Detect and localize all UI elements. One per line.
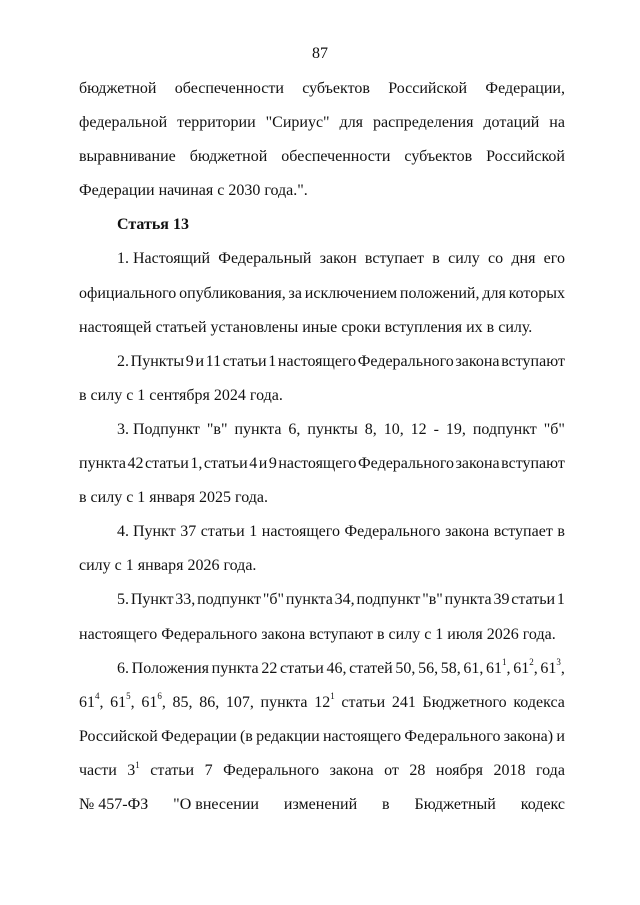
- word: бюджетной: [189, 148, 268, 166]
- word: пункта: [211, 659, 259, 677]
- word: 46,: [326, 659, 347, 677]
- word: 5.: [117, 591, 129, 609]
- text-line: Федерации начиная с 2030 года.".: [79, 182, 308, 200]
- word: Бюджетного: [422, 693, 507, 711]
- word: закон: [319, 250, 357, 268]
- word: дотаций: [483, 114, 540, 132]
- word: $61^2$,: [513, 657, 538, 677]
- word: настоящего: [261, 523, 340, 541]
- word: выравнивание: [79, 148, 176, 166]
- word: 1: [249, 523, 258, 541]
- word: статьи: [511, 591, 556, 609]
- text-line: [79, 515, 565, 549]
- word: 4: [249, 455, 258, 473]
- word: положений,: [399, 284, 480, 302]
- text-line: силу с 1 января 2026 года.: [79, 557, 257, 575]
- superscript: 1: [135, 759, 140, 770]
- word: исключением: [304, 284, 398, 302]
- word: Федерального: [344, 523, 441, 541]
- word: 19,: [445, 420, 466, 438]
- word: в: [382, 795, 390, 813]
- word: бюджетной: [79, 80, 157, 97]
- word: 8,: [364, 420, 377, 438]
- word: статей: [349, 659, 393, 677]
- word: закона: [455, 455, 500, 473]
- word: подпункт: [197, 591, 262, 609]
- word: 4. Пункт: [117, 523, 176, 541]
- word: статьи: [145, 455, 189, 473]
- word: 28: [409, 761, 426, 779]
- word: Пункт: [130, 591, 174, 609]
- word: "б": [543, 420, 565, 438]
- text-line: в силу с 1 сентября 2024 года.: [79, 386, 283, 404]
- text-line: [79, 242, 565, 276]
- word: от: [384, 761, 399, 779]
- text-line: [79, 583, 565, 617]
- word: 9: [268, 455, 277, 473]
- text-line: [79, 106, 565, 140]
- text-line: [79, 754, 565, 788]
- word: 11: [205, 352, 222, 370]
- word: вступают: [501, 455, 565, 473]
- word: Федерации: [161, 727, 237, 745]
- word: редакции: [256, 727, 320, 745]
- word: закона: [455, 352, 500, 370]
- text-line: [79, 345, 565, 379]
- word: 3. Подпункт: [117, 420, 200, 438]
- word: 34,: [334, 591, 355, 609]
- word: $3^1$: [127, 759, 140, 779]
- word: 58,: [440, 659, 461, 677]
- superscript: 3: [556, 657, 561, 668]
- word: субъектов: [302, 80, 370, 97]
- word: Федеральный: [218, 250, 312, 268]
- article-heading: Статья 13: [117, 216, 189, 234]
- word: 2018: [493, 761, 526, 779]
- text-line: [79, 140, 565, 174]
- word: со: [488, 250, 504, 268]
- word: Бюджетный: [414, 795, 496, 813]
- word: "б": [262, 591, 285, 609]
- word: вступают: [501, 352, 565, 370]
- word: $61^3$,: [540, 657, 565, 677]
- word: субъектов: [404, 148, 473, 166]
- word: $61^1$,: [486, 657, 511, 677]
- text-line: [79, 72, 565, 106]
- word: 107,: [225, 693, 254, 711]
- word: "в": [206, 420, 228, 438]
- word: 9: [185, 352, 194, 370]
- word: для: [339, 114, 364, 132]
- text-line: настоящей статьей установлены иные сроки вступления их в силу.: [79, 318, 533, 336]
- word: и: [195, 352, 204, 370]
- text-line: [79, 277, 565, 311]
- word: "в": [422, 591, 443, 609]
- text-line: [79, 652, 565, 686]
- word: 39: [493, 591, 510, 609]
- word: Федерального: [357, 352, 454, 370]
- word: статьи: [203, 455, 248, 473]
- superscript: 6: [157, 691, 162, 702]
- word: настоящего: [322, 727, 402, 745]
- word: 1: [268, 352, 277, 370]
- word: обеспеченности: [281, 148, 391, 166]
- word: 1,: [190, 455, 203, 473]
- word: 1: [556, 591, 565, 609]
- word: и: [556, 727, 565, 745]
- word: статьи: [341, 693, 386, 711]
- word: кодекс: [520, 795, 565, 813]
- word: $61^4$,: [79, 691, 104, 711]
- word: 12: [410, 420, 427, 438]
- word: для: [482, 284, 506, 302]
- word: 56,: [418, 659, 439, 677]
- word: закона: [329, 761, 374, 779]
- text-line: в силу с 1 января 2025 года.: [79, 489, 268, 507]
- word: 1. Настоящий: [117, 250, 211, 268]
- word: его: [543, 250, 565, 268]
- word: пункты: [307, 420, 358, 438]
- word: за: [288, 284, 302, 302]
- word: 6,: [288, 420, 301, 438]
- word: 33,: [175, 591, 196, 609]
- word: 2.: [117, 352, 129, 370]
- word: 37: [180, 523, 197, 541]
- word: Российской: [486, 148, 565, 166]
- word: года: [535, 761, 565, 779]
- word: 85,: [172, 693, 193, 711]
- text-line: [79, 413, 565, 447]
- word: вступает: [364, 250, 425, 268]
- word: $61^5$,: [110, 691, 135, 711]
- word: Федерального: [358, 455, 455, 473]
- word: пункта: [79, 455, 126, 473]
- body-text: [79, 72, 565, 822]
- text-line: настоящего Федерального закона вступают в силу с 1 июля 2026 года.: [79, 625, 556, 643]
- word: официального: [79, 284, 177, 302]
- word: 61,: [463, 659, 484, 677]
- page-number: 87: [312, 45, 328, 62]
- superscript: 1: [330, 691, 335, 702]
- word: $12^1$: [314, 691, 335, 711]
- word: закона: [445, 523, 490, 541]
- word: "Сириус": [265, 114, 330, 132]
- word: № 457-ФЗ: [79, 795, 149, 813]
- word: закона): [503, 727, 554, 745]
- word: пункта: [285, 591, 333, 609]
- word: 42: [127, 455, 144, 473]
- word: статьи: [200, 523, 245, 541]
- word: 6.: [117, 659, 129, 677]
- text-line: [79, 788, 565, 822]
- word: части: [79, 761, 117, 779]
- word: силу: [448, 250, 480, 268]
- word: распределения: [372, 114, 474, 132]
- word: 241: [391, 693, 416, 711]
- word: которых: [508, 284, 565, 302]
- word: 7: [204, 761, 213, 779]
- word: Федерального: [223, 761, 320, 779]
- word: Федерального: [404, 727, 501, 745]
- word: вступает: [493, 523, 553, 541]
- word: Российской: [79, 727, 158, 745]
- word: Пункты: [130, 352, 185, 370]
- word: статьи: [150, 761, 195, 779]
- word: федеральной: [79, 114, 168, 132]
- superscript: 2: [529, 657, 534, 668]
- word: в: [432, 250, 440, 268]
- word: 50,: [395, 659, 416, 677]
- word: $61^6$,: [141, 691, 166, 711]
- word: и: [258, 455, 268, 473]
- word: пункта: [260, 693, 308, 711]
- word: Федерации,: [485, 80, 565, 97]
- word: в: [557, 523, 565, 541]
- word: изменений: [283, 795, 358, 813]
- word: 86,: [199, 693, 220, 711]
- word: "О внесении: [173, 795, 259, 813]
- superscript: 4: [95, 691, 100, 702]
- word: Положения: [131, 659, 210, 677]
- word: территории: [177, 114, 256, 132]
- word: ноября: [435, 761, 483, 779]
- text-line: [79, 686, 565, 720]
- word: Российской: [388, 80, 468, 97]
- word: опубликования,: [179, 284, 286, 302]
- text-line: [79, 447, 565, 481]
- word: подпункт: [356, 591, 421, 609]
- word: пункта: [234, 420, 282, 438]
- word: подпункт: [472, 420, 537, 438]
- word: статьи: [222, 352, 267, 370]
- word: настоящего: [277, 352, 357, 370]
- text-line: [79, 720, 565, 754]
- word: пункта: [444, 591, 492, 609]
- word: кодекса: [513, 693, 565, 711]
- word: статьи: [279, 659, 324, 677]
- word: на: [549, 114, 565, 132]
- word: дня: [511, 250, 536, 268]
- superscript: 5: [126, 691, 131, 702]
- word: 10,: [383, 420, 404, 438]
- word: 22: [261, 659, 278, 677]
- word: -: [433, 420, 439, 438]
- superscript: 1: [502, 657, 507, 668]
- word: (в: [239, 727, 253, 745]
- word: обеспеченности: [174, 80, 284, 97]
- word: настоящего: [278, 455, 357, 473]
